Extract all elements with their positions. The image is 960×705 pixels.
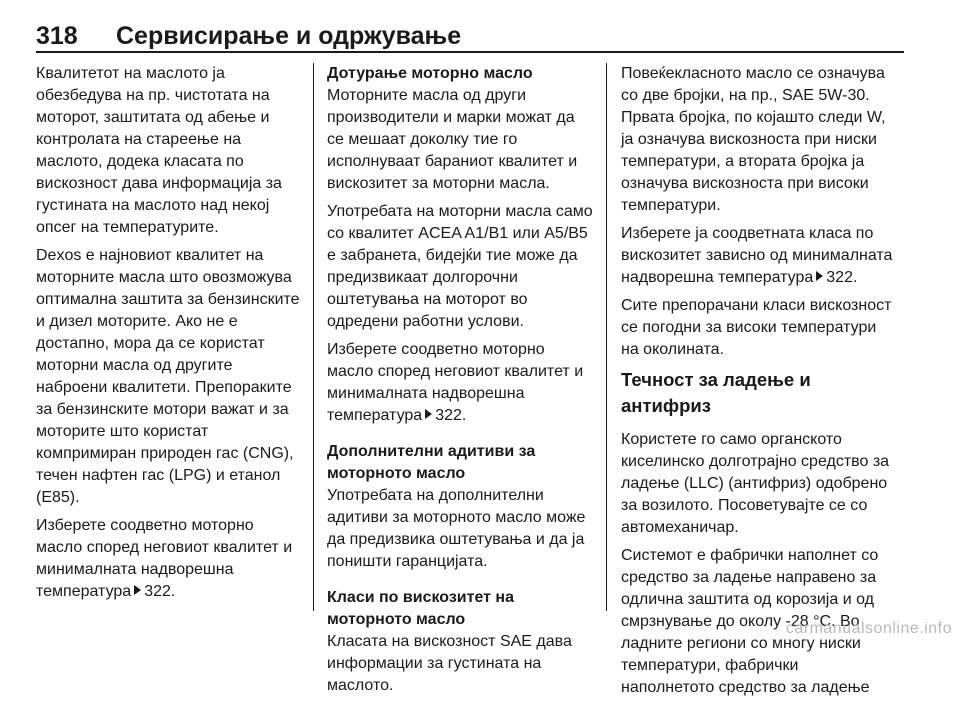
- paragraph: Моторните масла од други производители и марки можат да се мешаат доколку тие го исполнуваат бараниот квалитет и вискозитет за моторни масла.: [327, 87, 578, 192]
- column-1: [36, 63, 304, 609]
- paragraph: Сите препорачани класи вискозност се погодни за високи температури на околината.: [621, 297, 892, 358]
- page-reference-link[interactable]: 322.: [435, 407, 467, 424]
- paragraph-text: Изберете ја соодветната класа по вискозитет зависно од минималната надворешна температура: [621, 225, 893, 286]
- page-title: Сервисирање и одржување: [116, 22, 462, 50]
- page-reference-link[interactable]: 322.: [826, 269, 858, 286]
- page-reference-link[interactable]: 322.: [144, 583, 176, 600]
- paragraph: Класата на вискозност SAE дава информации за густината на маслото.: [327, 633, 572, 694]
- page-header: [36, 22, 904, 52]
- section-heading: Течност за ладење и антифриз: [621, 369, 811, 416]
- paragraph: Квалитетот на маслото ја обезбедува на пр. чистотата на моторот, заштитата од абење и контролата на стареење на маслото, додека класата по вискозност дава информација за густината на маслото над некој опсег на температурите.: [36, 65, 282, 236]
- paragraph-text: Изберете соодветно моторно масло според неговиот квалитет и минималната надворешна температура: [327, 341, 584, 424]
- section-heading: Класи по вискозитет на моторното масло: [327, 589, 514, 628]
- watermark: carmanualsonline.info: [785, 620, 952, 637]
- column-3: [621, 63, 896, 705]
- paragraph: [327, 339, 593, 427]
- page-reference-arrow-icon: [134, 585, 141, 595]
- page-number: 318: [36, 22, 78, 50]
- column-divider-2: [606, 63, 607, 611]
- page-reference-arrow-icon: [425, 409, 432, 419]
- paragraph: Dexos е најновиот квалитет на моторните масла што овозможува оптимална заштита за бензинските и дизел моторите. Ако не е достапно, мора да се користат моторни масла од другите наброени квалитети. Препораките за бензинските мотори важат и за моторите што користат компримиран природен гас (CNG), течен нафтен гас (LPG) и етанол (E85).: [36, 247, 300, 506]
- page-reference-arrow-icon: [816, 271, 823, 281]
- paragraph: Користете го само органското киселинско долготрајно средство за ладење (LLC) (антифриз) одобрено за возилото. Посоветувајте се со автомеханичар.: [621, 431, 890, 536]
- column-2: [327, 63, 593, 703]
- column-divider-1: [313, 63, 314, 611]
- paragraph: Системот е фабрички наполнет со средство за ладење направено за одлична заштита од корозија и од смрзнување до околу -28 °C. Во ладните региони со многу ниски температури, фабрички наполнетото средство за ладење: [621, 547, 879, 696]
- paragraph: [36, 515, 304, 603]
- paragraph: [621, 223, 896, 289]
- paragraph-text: Изберете соодветно моторно масло според неговиот квалитет и минималната надворешна температура: [36, 517, 293, 600]
- header-rule: [36, 51, 904, 53]
- paragraph: Повеќекласното масло се означува со две бројки, на пр., SAE 5W-30. Првата бројка, по којашто следи W, ја означува вискозноста при ниски температури, а втората бројка ја означува вискозноста при високи температури.: [621, 65, 886, 214]
- section-heading: Дополнителни адитиви за моторното масло: [327, 443, 536, 482]
- paragraph: Употребата на моторни масла само со квалитет ACEA A1/B1 или A5/B5 е забранета, бидејќи тие може да предизвикаат долгорочни оштетувања на моторот во одредени работни услови.: [327, 203, 593, 330]
- paragraph: Употребата на дополнителни адитиви за моторното масло може да предизвика оштетувања и да ја поништи гаранцијата.: [327, 487, 586, 570]
- section-heading: Дотурање моторно масло: [327, 65, 533, 82]
